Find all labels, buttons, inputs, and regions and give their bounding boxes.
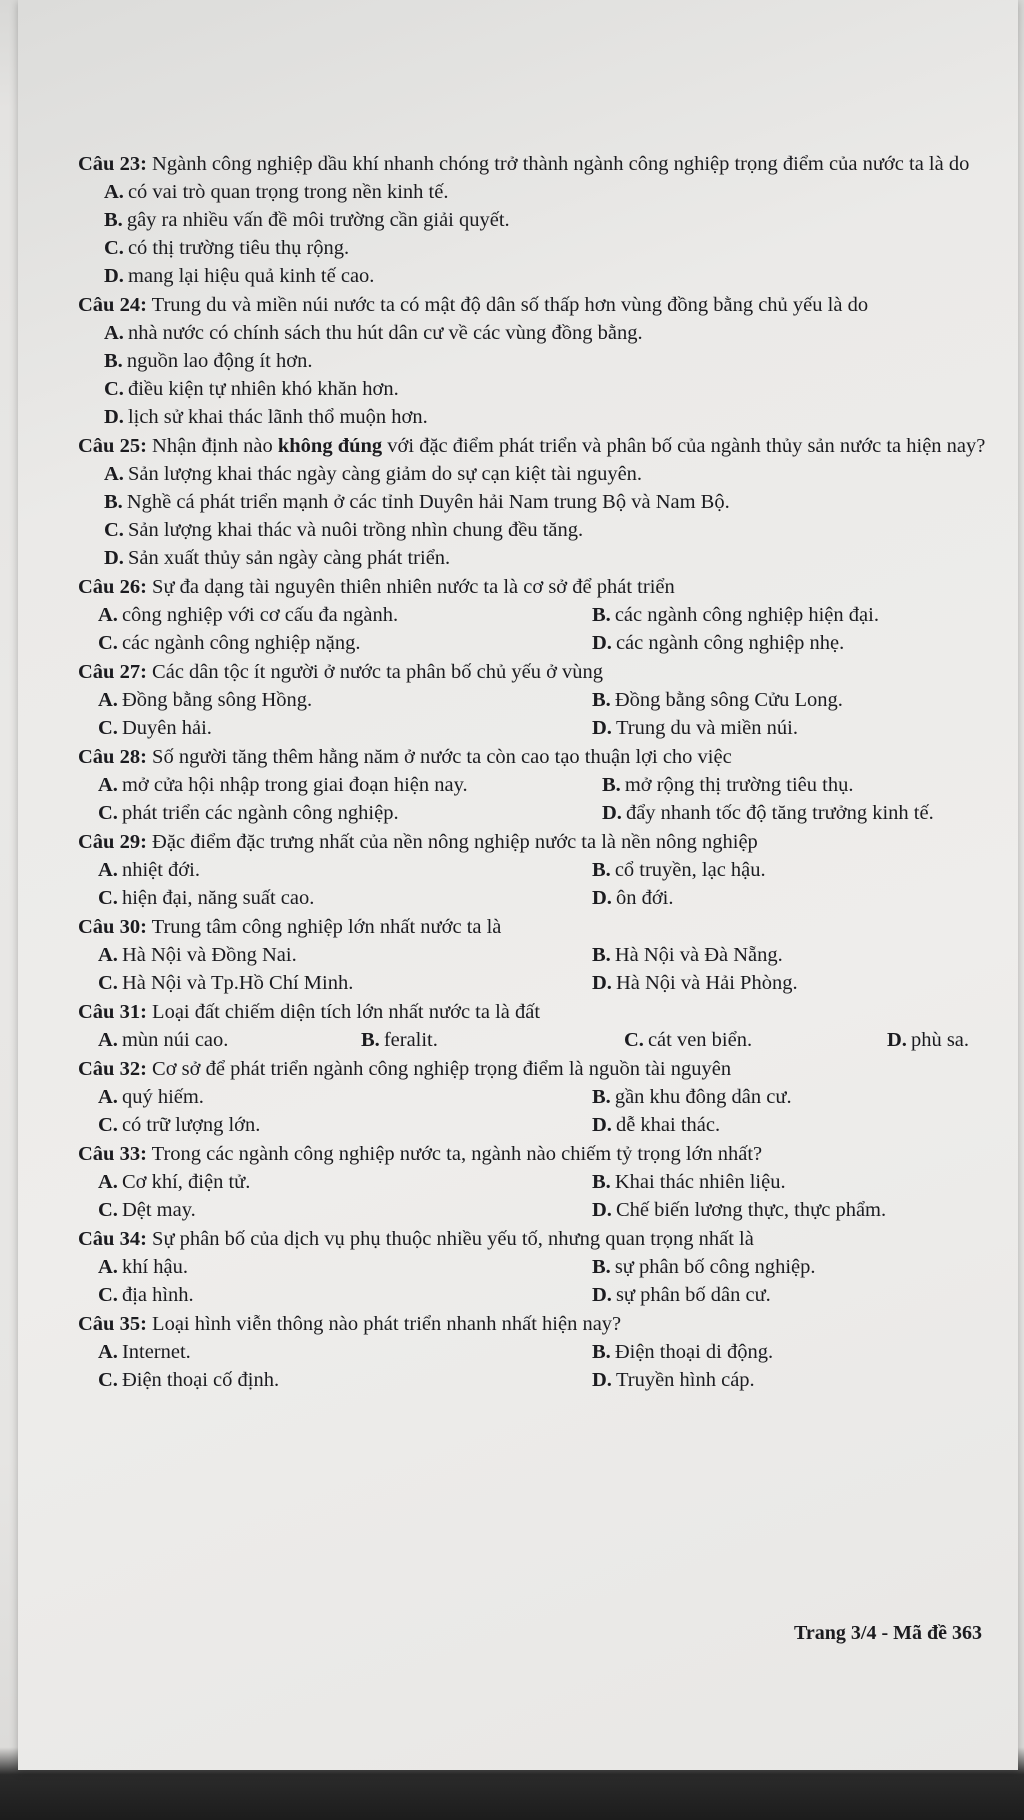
option-b bbox=[592, 601, 1024, 629]
option-text: Duyên hải. bbox=[121, 717, 212, 739]
option-key: A. bbox=[98, 1256, 118, 1278]
option-d bbox=[592, 1281, 1024, 1309]
option-text: Đồng bằng sông Hồng. bbox=[121, 689, 313, 711]
option-a bbox=[98, 1026, 361, 1054]
option-b bbox=[592, 1338, 1024, 1366]
option-key: B. bbox=[104, 209, 123, 231]
option-text: khí hậu. bbox=[121, 1256, 188, 1278]
option-key: D. bbox=[592, 1369, 612, 1391]
question-stem bbox=[78, 1225, 1024, 1253]
option-key: C. bbox=[98, 632, 118, 654]
option-key: B. bbox=[592, 1341, 611, 1363]
option-text: nguồn lao động ít hơn. bbox=[126, 350, 313, 372]
option-key: D. bbox=[592, 1114, 612, 1136]
option-text: có trữ lượng lớn. bbox=[121, 1114, 261, 1136]
option-d bbox=[592, 1111, 1024, 1139]
option-key: A. bbox=[98, 1341, 118, 1363]
option-text: nhà nước có chính sách thu hút dân cư về các vùng đồng bằng. bbox=[127, 322, 643, 344]
question-label: Câu 26: bbox=[78, 576, 147, 598]
option-text: Sản xuất thủy sản ngày càng phát triển. bbox=[127, 547, 451, 569]
option-b bbox=[104, 347, 1024, 375]
option-text: Dệt may. bbox=[121, 1199, 196, 1221]
option-key: B. bbox=[104, 350, 123, 372]
option-key: A. bbox=[98, 1086, 118, 1108]
option-b bbox=[602, 771, 1024, 799]
question-stem bbox=[78, 432, 1024, 460]
option-grid bbox=[78, 1026, 1024, 1054]
option-text: địa hình. bbox=[121, 1284, 194, 1306]
question-text: Số người tăng thêm hằng năm ở nước ta còn cao tạo thuận lợi cho việc bbox=[146, 746, 732, 768]
option-text: Hà Nội và Hải Phòng. bbox=[615, 972, 798, 994]
option-d bbox=[104, 544, 1024, 572]
option-c bbox=[98, 1281, 592, 1309]
option-b bbox=[104, 206, 1024, 234]
option-key: D. bbox=[104, 547, 124, 569]
option-key: B. bbox=[602, 774, 621, 796]
option-key: A. bbox=[98, 604, 118, 626]
option-c bbox=[98, 884, 592, 912]
option-text: Trung du và miền núi. bbox=[615, 717, 798, 739]
option-grid bbox=[78, 1338, 1024, 1394]
option-text: Internet. bbox=[121, 1341, 191, 1363]
option-text: Điện thoại di động. bbox=[614, 1341, 774, 1363]
question-list bbox=[78, 150, 1024, 1395]
option-c bbox=[98, 1366, 592, 1394]
option-c bbox=[104, 516, 1024, 544]
option-text: công nghiệp với cơ cấu đa ngành. bbox=[121, 604, 399, 626]
question-stem bbox=[78, 1310, 1024, 1338]
option-a bbox=[98, 1253, 592, 1281]
option-c bbox=[104, 375, 1024, 403]
option-key: C. bbox=[98, 1284, 118, 1306]
option-c bbox=[98, 629, 592, 657]
option-key: B. bbox=[592, 1086, 611, 1108]
option-grid bbox=[78, 1083, 1024, 1139]
option-text: phù sa. bbox=[910, 1029, 970, 1051]
option-text: hiện đại, năng suất cao. bbox=[121, 887, 315, 909]
option-key: D. bbox=[592, 887, 612, 909]
option-d bbox=[592, 714, 1024, 742]
option-b bbox=[361, 1026, 624, 1054]
option-key: D. bbox=[592, 972, 612, 994]
option-text: Sản lượng khai thác và nuôi trồng nhìn chung đều tăng. bbox=[127, 519, 584, 541]
question-25 bbox=[78, 432, 1024, 572]
question-29 bbox=[78, 828, 1024, 912]
question-stem bbox=[78, 913, 1024, 941]
question-stem bbox=[78, 658, 1024, 686]
option-c bbox=[98, 1111, 592, 1139]
option-key: C. bbox=[624, 1029, 644, 1051]
question-text: Trung du và miền núi nước ta có mật độ dân số thấp hơn vùng đồng bằng chủ yếu là do bbox=[146, 294, 869, 316]
option-key: D. bbox=[592, 1199, 612, 1221]
page-footer: Trang 3/4 - Mã đề 363 bbox=[794, 1622, 982, 1644]
option-key: D. bbox=[887, 1029, 907, 1051]
question-label: Câu 32: bbox=[78, 1058, 147, 1080]
question-24 bbox=[78, 291, 1024, 431]
option-d bbox=[592, 629, 1024, 657]
option-b bbox=[592, 941, 1024, 969]
option-text: Cơ khí, điện tử. bbox=[121, 1171, 251, 1193]
option-d bbox=[592, 1196, 1024, 1224]
option-key: C. bbox=[98, 802, 118, 824]
option-key: A. bbox=[98, 859, 118, 881]
question-label: Câu 23: bbox=[78, 153, 147, 175]
option-key: C. bbox=[98, 717, 118, 739]
question-32 bbox=[78, 1055, 1024, 1139]
option-list bbox=[78, 178, 1024, 290]
option-text: các ngành công nghiệp hiện đại. bbox=[614, 604, 879, 626]
option-a bbox=[98, 771, 602, 799]
option-b bbox=[592, 686, 1024, 714]
question-label: Câu 30: bbox=[78, 916, 147, 938]
option-key: C. bbox=[98, 1114, 118, 1136]
option-key: D. bbox=[104, 406, 124, 428]
option-d bbox=[592, 884, 1024, 912]
option-key: B. bbox=[592, 1256, 611, 1278]
option-grid bbox=[78, 1168, 1024, 1224]
question-label: Câu 25: bbox=[78, 435, 147, 457]
question-34 bbox=[78, 1225, 1024, 1309]
question-text: Loại đất chiếm diện tích lớn nhất nước ta là đất bbox=[146, 1001, 541, 1023]
question-text: Trong các ngành công nghiệp nước ta, ngành nào chiếm tỷ trọng lớn nhất? bbox=[146, 1143, 763, 1165]
option-text: sự phân bố công nghiệp. bbox=[614, 1256, 816, 1278]
option-text: Chế biến lương thực, thực phẩm. bbox=[615, 1199, 887, 1221]
question-31 bbox=[78, 998, 1024, 1054]
option-b bbox=[592, 1168, 1024, 1196]
option-text: cát ven biển. bbox=[647, 1029, 753, 1051]
option-d bbox=[592, 1366, 1024, 1394]
option-grid bbox=[78, 686, 1024, 742]
option-text: mùn núi cao. bbox=[121, 1029, 229, 1051]
question-stem bbox=[78, 150, 1024, 178]
question-stem bbox=[78, 1055, 1024, 1083]
option-list bbox=[78, 460, 1024, 572]
option-a bbox=[98, 856, 592, 884]
option-grid bbox=[78, 856, 1024, 912]
question-label: Câu 24: bbox=[78, 294, 147, 316]
question-stem bbox=[78, 291, 1024, 319]
option-text: có thị trường tiêu thụ rộng. bbox=[127, 237, 350, 259]
option-key: C. bbox=[104, 519, 124, 541]
option-key: A. bbox=[98, 1171, 118, 1193]
option-text: Truyền hình cáp. bbox=[615, 1369, 755, 1391]
question-26 bbox=[78, 573, 1024, 657]
option-text: dễ khai thác. bbox=[615, 1114, 721, 1136]
option-key: B. bbox=[592, 604, 611, 626]
option-text: gây ra nhiều vấn đề môi trường cần giải quyết. bbox=[126, 209, 510, 231]
option-d bbox=[104, 403, 1024, 431]
question-emphasis: không đúng bbox=[277, 435, 383, 457]
option-text: quý hiếm. bbox=[121, 1086, 204, 1108]
option-a bbox=[98, 601, 592, 629]
question-text: Các dân tộc ít người ở nước ta phân bố chủ yếu ở vùng bbox=[146, 661, 604, 683]
option-grid bbox=[78, 1253, 1024, 1309]
option-key: C. bbox=[104, 378, 124, 400]
option-text: gần khu đông dân cư. bbox=[614, 1086, 792, 1108]
option-b bbox=[592, 1083, 1024, 1111]
option-text: các ngành công nghiệp nhẹ. bbox=[615, 632, 845, 654]
option-key: C. bbox=[98, 1369, 118, 1391]
option-text: Hà Nội và Đồng Nai. bbox=[121, 944, 297, 966]
option-text: Hà Nội và Đà Nẵng. bbox=[614, 944, 783, 966]
question-text-rest: với đặc điểm phát triển và phân bố của ngành thủy sản nước ta hiện nay? bbox=[382, 435, 986, 457]
option-b bbox=[104, 488, 1024, 516]
question-text: Trung tâm công nghiệp lớn nhất nước ta là bbox=[146, 916, 502, 938]
option-text: Khai thác nhiên liệu. bbox=[614, 1171, 786, 1193]
option-text: feralit. bbox=[383, 1029, 438, 1051]
question-text: Sự phân bố của dịch vụ phụ thuộc nhiều yếu tố, nhưng quan trọng nhất là bbox=[146, 1228, 754, 1250]
question-label: Câu 31: bbox=[78, 1001, 147, 1023]
option-text: Đồng bằng sông Cửu Long. bbox=[614, 689, 843, 711]
option-key: B. bbox=[104, 491, 123, 513]
option-c bbox=[624, 1026, 887, 1054]
option-a bbox=[104, 178, 1024, 206]
option-key: A. bbox=[98, 944, 118, 966]
option-key: D. bbox=[592, 717, 612, 739]
option-key: B. bbox=[361, 1029, 380, 1051]
option-key: B. bbox=[592, 944, 611, 966]
option-list bbox=[78, 319, 1024, 431]
option-a bbox=[98, 941, 592, 969]
option-key: D. bbox=[602, 802, 622, 824]
option-key: A. bbox=[98, 1029, 118, 1051]
option-d bbox=[602, 799, 1024, 827]
option-key: B. bbox=[592, 689, 611, 711]
question-text: Cơ sở để phát triển ngành công nghiệp trọng điểm là nguồn tài nguyên bbox=[146, 1058, 732, 1080]
option-text: Hà Nội và Tp.Hồ Chí Minh. bbox=[121, 972, 354, 994]
question-label: Câu 35: bbox=[78, 1313, 147, 1335]
option-text: mở rộng thị trường tiêu thụ. bbox=[624, 774, 854, 796]
option-a bbox=[104, 319, 1024, 347]
option-b bbox=[592, 1253, 1024, 1281]
option-b bbox=[592, 856, 1024, 884]
option-c bbox=[98, 1196, 592, 1224]
option-a bbox=[98, 1168, 592, 1196]
option-key: B. bbox=[592, 1171, 611, 1193]
option-grid bbox=[78, 941, 1024, 997]
question-35 bbox=[78, 1310, 1024, 1394]
option-key: D. bbox=[592, 632, 612, 654]
question-stem bbox=[78, 743, 1024, 771]
option-key: A. bbox=[104, 181, 124, 203]
question-label: Câu 28: bbox=[78, 746, 147, 768]
option-key: B. bbox=[592, 859, 611, 881]
option-d bbox=[592, 969, 1024, 997]
option-key: D. bbox=[592, 1284, 612, 1306]
option-key: C. bbox=[98, 887, 118, 909]
option-key: C. bbox=[98, 1199, 118, 1221]
option-d bbox=[104, 262, 1024, 290]
option-key: A. bbox=[98, 689, 118, 711]
question-28 bbox=[78, 743, 1024, 827]
question-label: Câu 27: bbox=[78, 661, 147, 683]
question-stem bbox=[78, 1140, 1024, 1168]
option-d bbox=[887, 1026, 1024, 1054]
option-a bbox=[98, 1338, 592, 1366]
exam-sheet bbox=[18, 0, 1018, 1770]
question-stem bbox=[78, 998, 1024, 1026]
option-key: C. bbox=[104, 237, 124, 259]
question-text: Ngành công nghiệp dầu khí nhanh chóng trở thành ngành công nghiệp trọng điểm của nước ta là do bbox=[146, 153, 970, 175]
option-grid bbox=[78, 601, 1024, 657]
option-c bbox=[98, 969, 592, 997]
option-text: có vai trò quan trọng trong nền kinh tế. bbox=[127, 181, 449, 203]
option-key: A. bbox=[104, 322, 124, 344]
question-label: Câu 34: bbox=[78, 1228, 147, 1250]
question-33 bbox=[78, 1140, 1024, 1224]
option-text: Nghề cá phát triển mạnh ở các tỉnh Duyên hải Nam trung Bộ và Nam Bộ. bbox=[126, 491, 730, 513]
question-30 bbox=[78, 913, 1024, 997]
option-a bbox=[98, 686, 592, 714]
option-c bbox=[98, 799, 602, 827]
option-text: ôn đới. bbox=[615, 887, 674, 909]
option-text: nhiệt đới. bbox=[121, 859, 200, 881]
option-text: Điện thoại cố định. bbox=[121, 1369, 280, 1391]
question-label: Câu 33: bbox=[78, 1143, 147, 1165]
option-a bbox=[104, 460, 1024, 488]
option-grid bbox=[78, 771, 1024, 827]
question-text: Sự đa dạng tài nguyên thiên nhiên nước ta là cơ sở để phát triển bbox=[146, 576, 675, 598]
question-27 bbox=[78, 658, 1024, 742]
question-text: Đặc điểm đặc trưng nhất của nền nông nghiệp nước ta là nền nông nghiệp bbox=[146, 831, 758, 853]
option-text: phát triển các ngành công nghiệp. bbox=[121, 802, 399, 824]
question-23 bbox=[78, 150, 1024, 290]
option-text: lịch sử khai thác lãnh thổ muộn hơn. bbox=[127, 406, 428, 428]
option-text: điều kiện tự nhiên khó khăn hơn. bbox=[127, 378, 399, 400]
option-key: A. bbox=[104, 463, 124, 485]
option-c bbox=[104, 234, 1024, 262]
question-text: Loại hình viễn thông nào phát triển nhanh nhất hiện nay? bbox=[146, 1313, 622, 1335]
option-text: Sản lượng khai thác ngày càng giảm do sự cạn kiệt tài nguyên. bbox=[127, 463, 643, 485]
option-text: các ngành công nghiệp nặng. bbox=[121, 632, 361, 654]
option-key: A. bbox=[98, 774, 118, 796]
option-text: mở cửa hội nhập trong giai đoạn hiện nay. bbox=[121, 774, 468, 796]
question-text: Nhận định nào bbox=[146, 435, 278, 457]
option-text: đẩy nhanh tốc độ tăng trưởng kinh tế. bbox=[625, 802, 934, 824]
option-key: D. bbox=[104, 265, 124, 287]
option-text: sự phân bố dân cư. bbox=[615, 1284, 771, 1306]
option-c bbox=[98, 714, 592, 742]
question-label: Câu 29: bbox=[78, 831, 147, 853]
option-a bbox=[98, 1083, 592, 1111]
question-stem bbox=[78, 573, 1024, 601]
question-stem bbox=[78, 828, 1024, 856]
option-text: cổ truyền, lạc hậu. bbox=[614, 859, 766, 881]
option-key: C. bbox=[98, 972, 118, 994]
option-text: mang lại hiệu quả kinh tế cao. bbox=[127, 265, 375, 287]
